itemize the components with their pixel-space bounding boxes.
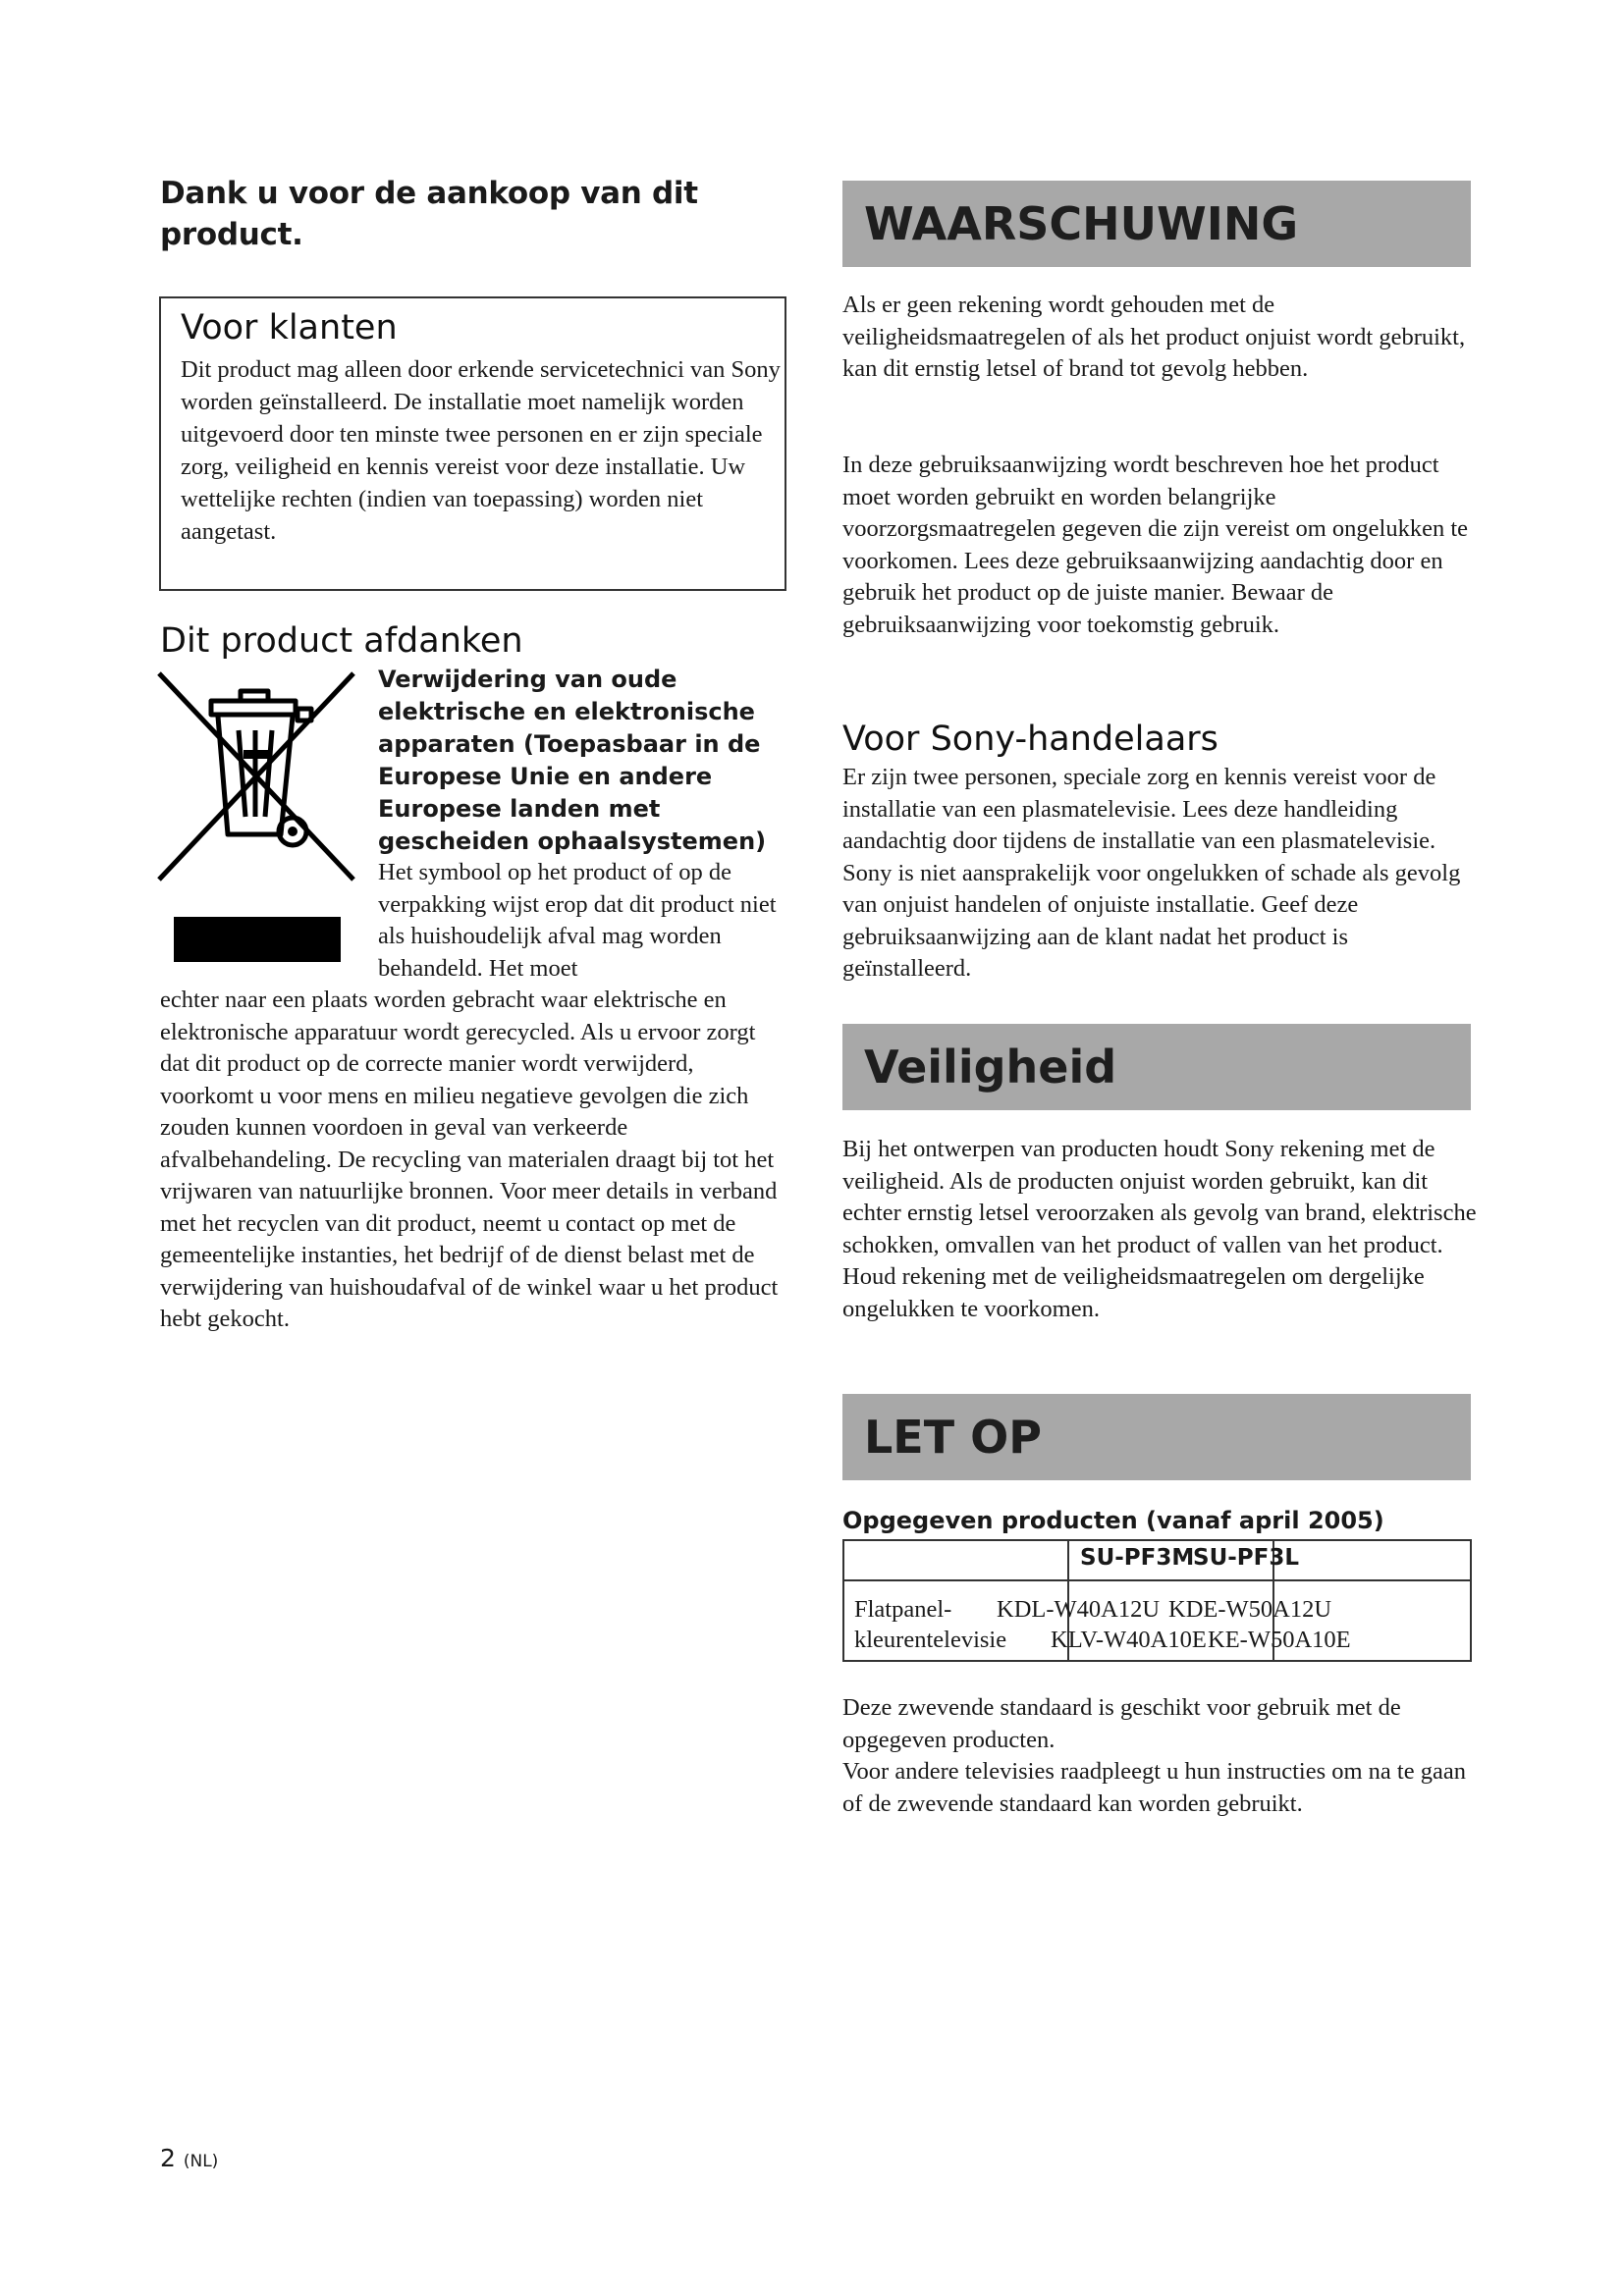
black-bar-symbol — [174, 917, 341, 962]
compatibility-paragraph-2: Voor andere televisies raadpleegt u hun instructies om na te gaan of de zwevende standaard kan worden gebruikt. — [842, 1758, 1466, 1817]
table-header-su-pf3m: SU-PF3M — [1080, 1545, 1195, 1571]
warning-paragraph-1: Als er geen rekening wordt gehouden met de veiligheidsmaatregelen of als het product onjuist wordt gebruikt, kan dit ernstig letsel of brand tot gevolg hebben. — [842, 292, 1466, 382]
intro-title: Dank u voor de aankoop van dit product. — [160, 176, 698, 252]
table-cell: KLV-W40A10E — [1051, 1627, 1207, 1653]
products-heading: Opgegeven producten (vanaf april 2005) — [842, 1507, 1384, 1534]
caution-banner-label: LET OP — [864, 1411, 1042, 1464]
table-row-label: kleurentelevisie — [854, 1627, 1007, 1653]
customers-heading: Voor klanten — [181, 308, 398, 347]
page-language: (NL) — [183, 2152, 219, 2171]
table-header-su-pf3l: SU-PF3L — [1193, 1545, 1300, 1571]
compatibility-text — [842, 1692, 1481, 1820]
page-number-value: 2 — [160, 2144, 176, 2172]
warning-banner-label: WAARSCHUWING — [864, 197, 1299, 250]
customers-notice-box — [159, 296, 786, 591]
disposal-heading: Dit product afdanken — [160, 621, 523, 661]
customers-text: Dit product mag alleen door erkende servicetechnici van Sony worden geïnstalleerd. De installatie moet namelijk worden uitgevoerd door ten minste twee personen en er zijn speciale zorg, veiligheid en kennis vereist voor deze installatie. Uw wettelijke rechten (indien van toepassing) worden niet aangetast. — [181, 356, 781, 545]
safety-banner — [842, 1024, 1471, 1110]
warning-paragraph-2: In deze gebruiksaanwijzing wordt beschreven hoe het product moet worden gebruikt en worden belangrijke voorzorgsmaatregelen gegeven die zijn vereist om ongelukken te voorkomen. Lees deze gebruiksaanwijzing aandachtig door en gebruik het product op de juiste manier. Bewaar de gebruiksaanwijzing voor toekomstig gebruik. — [842, 452, 1468, 638]
disposal-text-side: Het symbool op het product of op de verpakking wijst erop dat dit product niet als huishoudelijk afval mag worden behandeld. Het moet — [378, 859, 777, 982]
page-number — [160, 2143, 218, 2177]
safety-banner-label: Veiligheid — [864, 1041, 1117, 1094]
dealers-text: Er zijn twee personen, speciale zorg en kennis vereist voor de installatie van een plasmatelevisie. Lees deze handleiding aandachtig door tijdens de installatie van een plasmatelevisie. Sony is niet aansprakelijk voor ongelukken of schade als gevolg van onjuist handelen of onjuiste installatie. Geef deze gebruiksaanwijzing aan de klant nadat het product is geïnstalleerd. — [842, 764, 1461, 982]
compatibility-paragraph-1: Deze zwevende standaard is geschikt voor gebruik met de opgegeven producten. — [842, 1694, 1401, 1753]
disposal-subheading: Verwijdering van oude elektrische en elektronische apparaten (Toepasbaar in de Europese Unie en andere Europese landen met gescheiden ophaalsystemen) — [378, 666, 767, 855]
table-row-label: Flatpanel- — [854, 1596, 952, 1623]
table-divider — [844, 1579, 1470, 1581]
table-cell: KDE-W50A12U — [1168, 1596, 1332, 1623]
table-cell: KDL-W40A12U — [997, 1596, 1161, 1623]
table-cell: KE-W50A10E — [1208, 1627, 1351, 1653]
disposal-text-main: echter naar een plaats worden gebracht waar elektrische en elektronische apparatuur wordt gerecycled. Als u ervoor zorgt dat dit product op de correcte manier wordt verwijderd, voorkomt u voor mens en milieu negatieve gevolgen die zich zouden kunnen voordoen in geval van verkeerde afvalbehandeling. De recycling van materialen draagt bij tot het vrijwaren van natuurlijke bronnen. Voor meer details in verband met het recyclen van dit product, neemt u contact op met de gemeentelijke instanties, het bedrijf of de dienst belast met de verwijdering van huishoudafval of de winkel waar u het product hebt gekocht. — [160, 987, 779, 1332]
crossed-out-wheelie-bin-icon — [157, 669, 359, 883]
dealers-heading: Voor Sony-handelaars — [842, 720, 1218, 759]
safety-text: Bij het ontwerpen van producten houdt Sony rekening met de veiligheid. Als de producten onjuist worden gebruikt, kan dit echter ernstig letsel veroorzaken als gevolg van brand, elektrische schokken, omvallen van het product of vallen van het product. Houd rekening met de veiligheidsmaatregelen om dergelijke ongelukken te voorkomen. — [842, 1136, 1477, 1322]
caution-banner — [842, 1394, 1471, 1480]
products-table — [842, 1539, 1472, 1662]
warning-banner — [842, 181, 1471, 267]
